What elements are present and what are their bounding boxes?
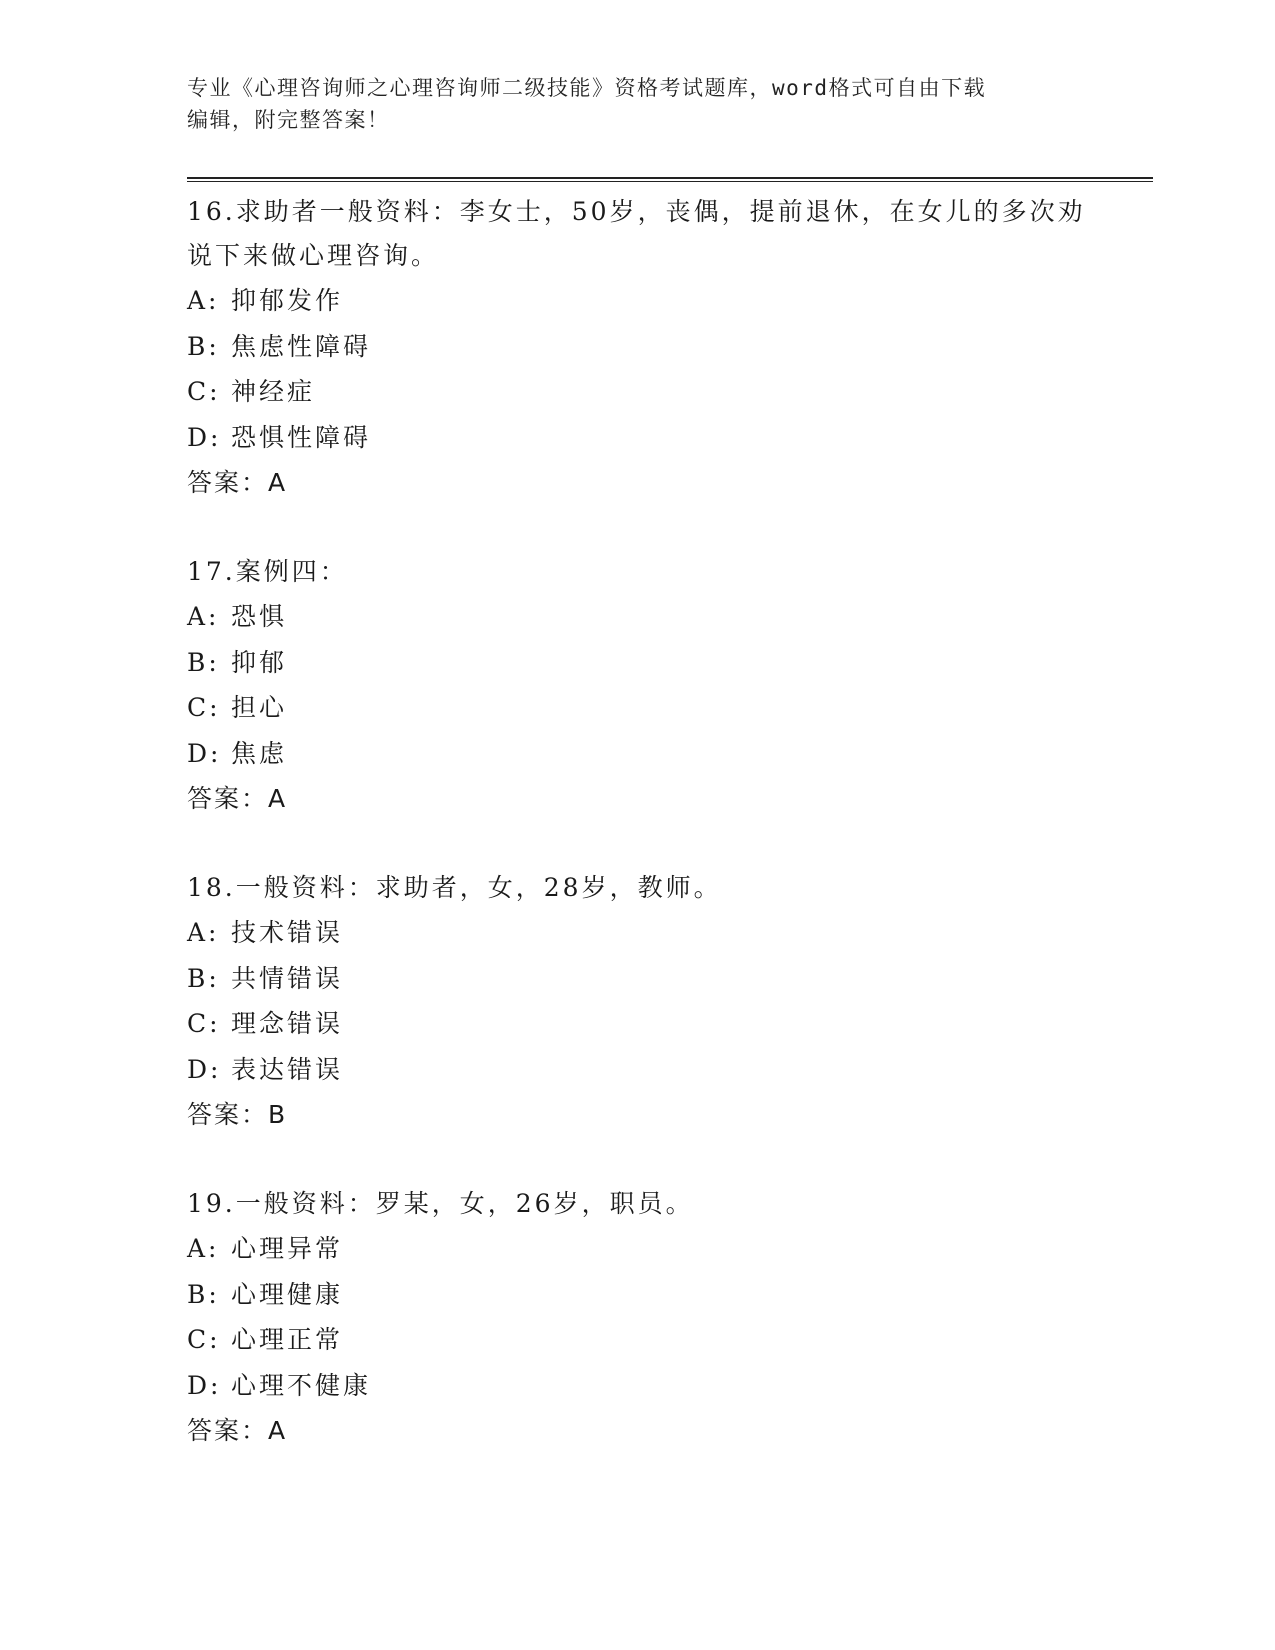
option-text: 担心 (231, 693, 288, 722)
question-stem: 17.案例四： (187, 557, 348, 586)
question-17 (187, 550, 1107, 821)
option-b (187, 1272, 1107, 1318)
option-d (187, 1047, 1107, 1093)
option-a (187, 278, 1107, 324)
option-c (187, 685, 1107, 731)
question-16 (187, 190, 1107, 505)
option-key: A: (187, 602, 220, 631)
option-key: C: (187, 377, 221, 406)
option-text: 技术错误 (231, 918, 344, 947)
option-text: 心理正常 (231, 1325, 344, 1354)
option-key: C: (187, 1325, 221, 1354)
page-header (187, 72, 1067, 136)
option-key: A: (187, 286, 220, 315)
question-18 (187, 866, 1107, 1137)
header-title-line-2: 编辑，附完整答案！ (187, 108, 390, 132)
option-key: B: (187, 963, 220, 993)
option-key: C: (187, 693, 221, 722)
question-stem: 18.一般资料：求助者，女，28岁，教师。 (187, 873, 722, 902)
option-d (187, 415, 1107, 461)
option-key: D: (187, 1054, 222, 1084)
option-key: B: (187, 1279, 220, 1309)
option-text: 心理异常 (231, 1234, 344, 1263)
option-text: 神经症 (231, 377, 316, 406)
header-divider (187, 177, 1153, 182)
question-stem: 19.一般资料：罗某，女，26岁，职员。 (187, 1189, 694, 1218)
option-text: 恐惧 (231, 602, 288, 631)
option-b (187, 640, 1107, 686)
question-19 (187, 1182, 1107, 1453)
option-key: B: (187, 647, 220, 677)
option-key: D: (187, 738, 222, 768)
option-b (187, 324, 1107, 370)
option-c (187, 1001, 1107, 1047)
option-a (187, 910, 1107, 956)
question-stem: 16.求助者一般资料：李女士，50岁，丧偶，提前退休，在女儿的多次劝说下来做心理咨询。 (187, 197, 1086, 270)
answer: 答案：A (187, 784, 288, 813)
question-list (187, 190, 1107, 1498)
option-text: 抑郁发作 (231, 286, 344, 315)
answer: 答案：A (187, 1416, 288, 1445)
option-c (187, 369, 1107, 415)
option-key: B: (187, 331, 220, 361)
option-text: 心理健康 (231, 1279, 344, 1309)
answer: 答案：A (187, 468, 288, 497)
option-text: 心理不健康 (231, 1370, 372, 1400)
option-text: 理念错误 (231, 1009, 344, 1038)
option-key: D: (187, 422, 222, 452)
option-text: 焦虑性障碍 (231, 331, 372, 361)
option-b (187, 956, 1107, 1002)
option-key: D: (187, 1370, 222, 1400)
option-text: 恐惧性障碍 (231, 422, 372, 452)
option-c (187, 1317, 1107, 1363)
option-a (187, 594, 1107, 640)
option-key: A: (187, 1234, 220, 1263)
option-text: 抑郁 (231, 647, 288, 677)
option-text: 共情错误 (231, 963, 344, 993)
option-d (187, 731, 1107, 777)
option-key: A: (187, 918, 220, 947)
header-title-line-1: 专业《心理咨询师之心理咨询师二级技能》资格考试题库，word格式可自由下载 (187, 76, 987, 100)
answer: 答案：B (187, 1100, 288, 1129)
option-key: C: (187, 1009, 221, 1038)
option-text: 表达错误 (231, 1054, 344, 1084)
option-text: 焦虑 (231, 738, 288, 768)
option-a (187, 1226, 1107, 1272)
option-d (187, 1363, 1107, 1409)
